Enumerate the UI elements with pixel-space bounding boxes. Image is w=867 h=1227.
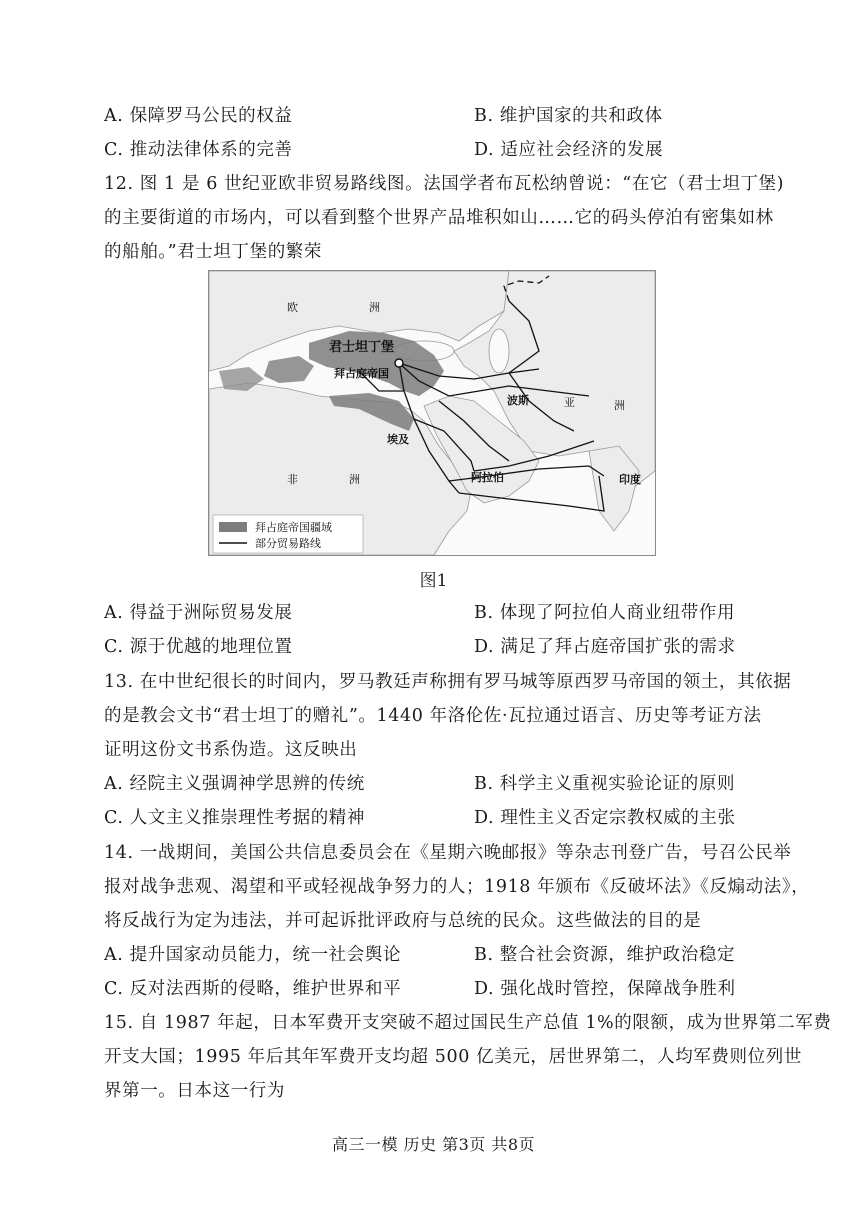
q14-option-d: D. 强化战时管控，保障战争胜利	[474, 979, 736, 999]
q14-stem-line1: 14. 一战期间，美国公共信息委员会在《星期六晚邮报》等杂志刊登广告，号召公民举	[104, 843, 792, 863]
q14-option-b: B. 整合社会资源，维护政治稳定	[474, 945, 736, 965]
q12-stem-line2: 的主要街道的市场内，可以看到整个世界产品堆积如山……它的码头停泊有密集如林	[104, 208, 774, 228]
q14-stem-line3: 将反战行为定为违法，并可起诉批评政府与总统的民众。这些做法的目的是	[104, 911, 702, 931]
q12-option-d: D. 满足了拜占庭帝国扩张的需求	[474, 637, 736, 657]
legend-territory-swatch	[219, 522, 247, 532]
q15-stem-line2: 开支大国；1995 年后其年军费开支均超 500 亿美元，居世界第二，人均军费则位列世	[104, 1047, 802, 1067]
q12-option-b: B. 体现了阿拉伯人商业纽带作用	[474, 603, 736, 623]
q11-option-c: C. 推动法律体系的完善	[104, 140, 293, 160]
q13-option-d: D. 理性主义否定宗教权威的主张	[474, 808, 736, 828]
q12-option-c: C. 源于优越的地理位置	[104, 637, 293, 657]
map-label-persia: 波斯	[507, 394, 529, 407]
map-label-arabia: 阿拉伯	[471, 471, 504, 484]
q14-option-a: A. 提升国家动员能力，统一社会舆论	[104, 945, 402, 965]
q15-stem-line3: 界第一。日本这一行为	[104, 1081, 285, 1101]
q14-stem-line2: 报对战争悲观、渴望和平或轻视战争努力的人；1918 年颁布《反破坏法》《反煽动法》，	[104, 877, 810, 897]
map-legend	[213, 515, 363, 553]
trade-route-map	[208, 270, 656, 556]
q12-stem-line1: 12. 图 1 是 6 世纪亚欧非贸易路线图。法国学者布瓦松纳曾说：“在它（君士坦丁堡)	[104, 174, 785, 194]
map-label-europe1: 欧	[287, 301, 298, 314]
q11-option-a: A. 保障罗马公民的权益	[104, 106, 293, 126]
q15-stem-line1: 15. 自 1987 年起，日本军费开支突破不超过国民生产总值 1%的限额，成为世界第二军费	[104, 1013, 832, 1033]
map-label-africa2: 洲	[349, 473, 360, 486]
map-label-india: 印度	[619, 473, 641, 486]
q11-option-d: D. 适应社会经济的发展	[474, 140, 664, 160]
page-footer: 高三一模 历史 第3页 共8页	[331, 1135, 536, 1154]
q13-stem-line1: 13. 在中世纪很长的时间内，罗马教廷声称拥有罗马城等原西罗马帝国的领土，其依据	[104, 672, 792, 692]
legend-route-label: 部分贸易路线	[255, 537, 321, 550]
map-label-africa1: 非	[287, 473, 298, 486]
q13-option-a: A. 经院主义强调神学思辨的传统	[104, 774, 365, 794]
map-label-egypt: 埃及	[387, 433, 409, 446]
q13-option-c: C. 人文主义推崇理性考据的精神	[104, 808, 365, 828]
q11-option-b: B. 维护国家的共和政体	[474, 106, 663, 126]
legend-territory-label: 拜占庭帝国疆域	[255, 521, 332, 534]
map-label-asia1: 亚	[564, 396, 575, 409]
q14-option-c: C. 反对法西斯的侵略，维护世界和平	[104, 979, 402, 999]
q13-stem-line3: 证明这份文书系伪造。这反映出	[104, 740, 358, 760]
map-label-europe2: 洲	[369, 301, 380, 314]
q13-option-b: B. 科学主义重视实验论证的原则	[474, 774, 736, 794]
q12-option-a: A. 得益于洲际贸易发展	[104, 603, 293, 623]
map-label-asia2: 洲	[614, 399, 625, 412]
figure-caption: 图1	[419, 571, 448, 591]
map-label-constantinople: 君士坦丁堡	[329, 340, 395, 355]
map-label-byzantine: 拜占庭帝国	[334, 367, 389, 380]
q13-stem-line2: 的是教会文书“君士坦丁的赠礼”。1440 年洛伦佐·瓦拉通过语言、历史等考证方法	[104, 706, 762, 726]
q12-stem-line3: 的船舶。”君士坦丁堡的繁荣	[104, 242, 322, 262]
